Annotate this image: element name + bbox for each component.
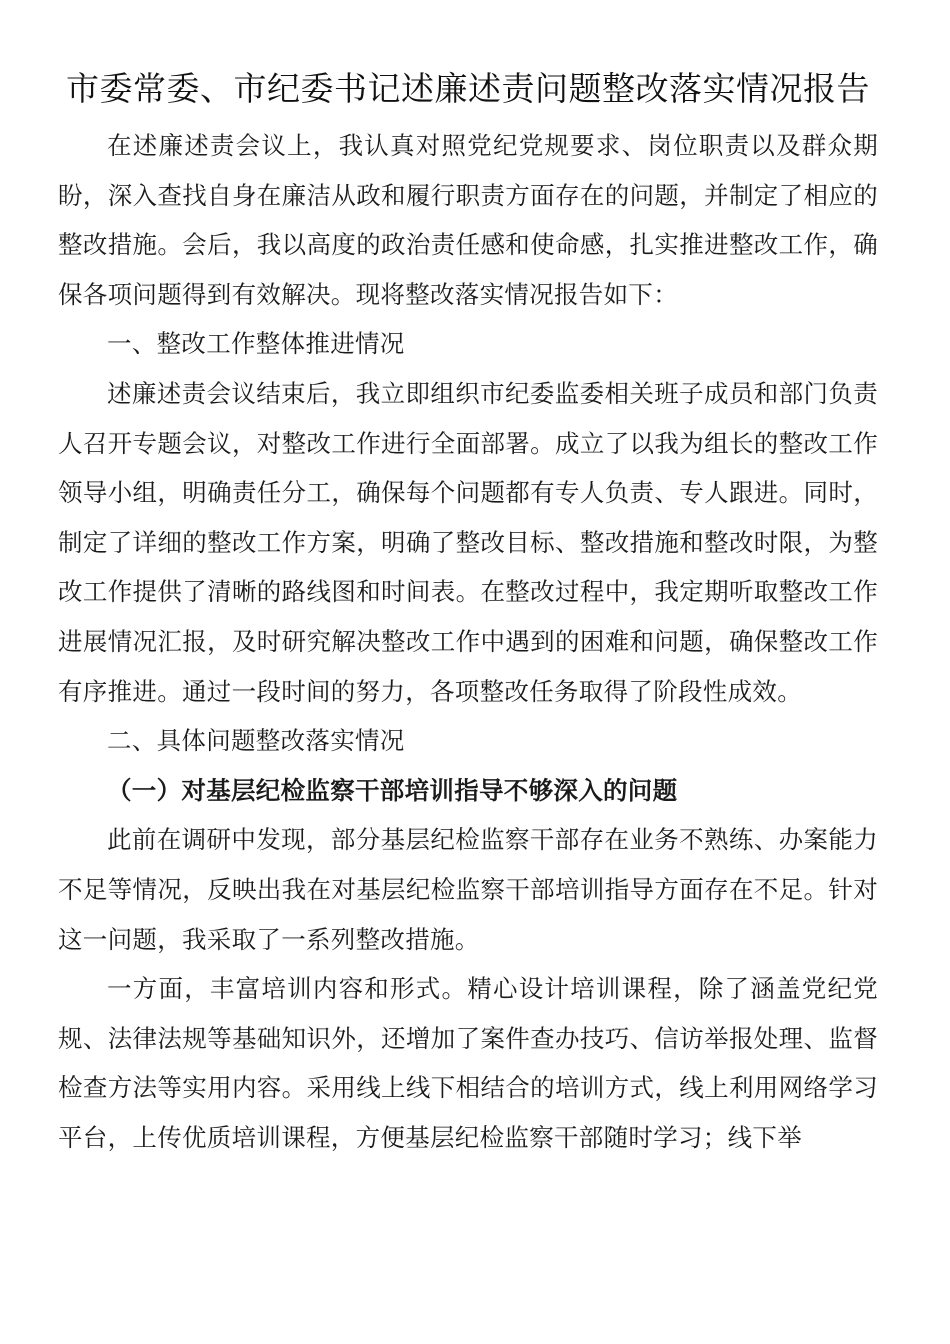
intro-paragraph: 在述廉述责会议上，我认真对照党纪党规要求、岗位职责以及群众期盼，深入查找自身在廉洁从政和履行职责方面存在的问题，并制定了相应的整改措施。会后，我以高度的政治责任感和使命感，扎实推进整改工作，确保各项问题得到有效解决。现将整改落实情况报告如下： [58, 131, 878, 309]
subsection-1-paragraph-1: 此前在调研中发现，部分基层纪检监察干部存在业务不熟练、办案能力不足等情况，反映出我在对基层纪检监察干部培训指导方面存在不足。针对这一问题，我采取了一系列整改措施。 [58, 825, 878, 954]
section-1-paragraph: 述廉述责会议结束后，我立即组织市纪委监委相关班子成员和部门负责人召开专题会议，对整改工作进行全面部署。成立了以我为组长的整改工作领导小组，明确责任分工，确保每个问题都有专人负责、专人跟进。同时，制定了详细的整改工作方案，明确了整改目标、整改措施和整改时限，为整改工作提供了清晰的路线图和时间表。在整改过程中，我定期听取整改工作进展情况汇报，及时研究解决整改工作中遇到的困难和问题，确保整改工作有序推进。通过一段时间的努力，各项整改任务取得了阶段性成效。 [58, 378, 878, 706]
document-title: 市委常委、市纪委书记述廉述责问题整改落实情况报告 [66, 69, 870, 108]
document-body [58, 121, 878, 1162]
section-heading-2: 二、具体问题整改落实情况 [107, 726, 405, 756]
section-heading-1: 一、整改工作整体推进情况 [107, 329, 405, 359]
subsection-1-paragraph-2: 一方面，丰富培训内容和形式。精心设计培训课程，除了涵盖党纪党规、法律法规等基础知识外，还增加了案件查办技巧、信访举报处理、监督检查方法等实用内容。采用线上线下相结合的培训方式，线上利用网络学习平台，上传优质培训课程，方便基层纪检监察干部随时学习；线下举 [58, 974, 878, 1152]
subsection-heading-1: （一）对基层纪检监察干部培训指导不够深入的问题 [107, 775, 678, 805]
